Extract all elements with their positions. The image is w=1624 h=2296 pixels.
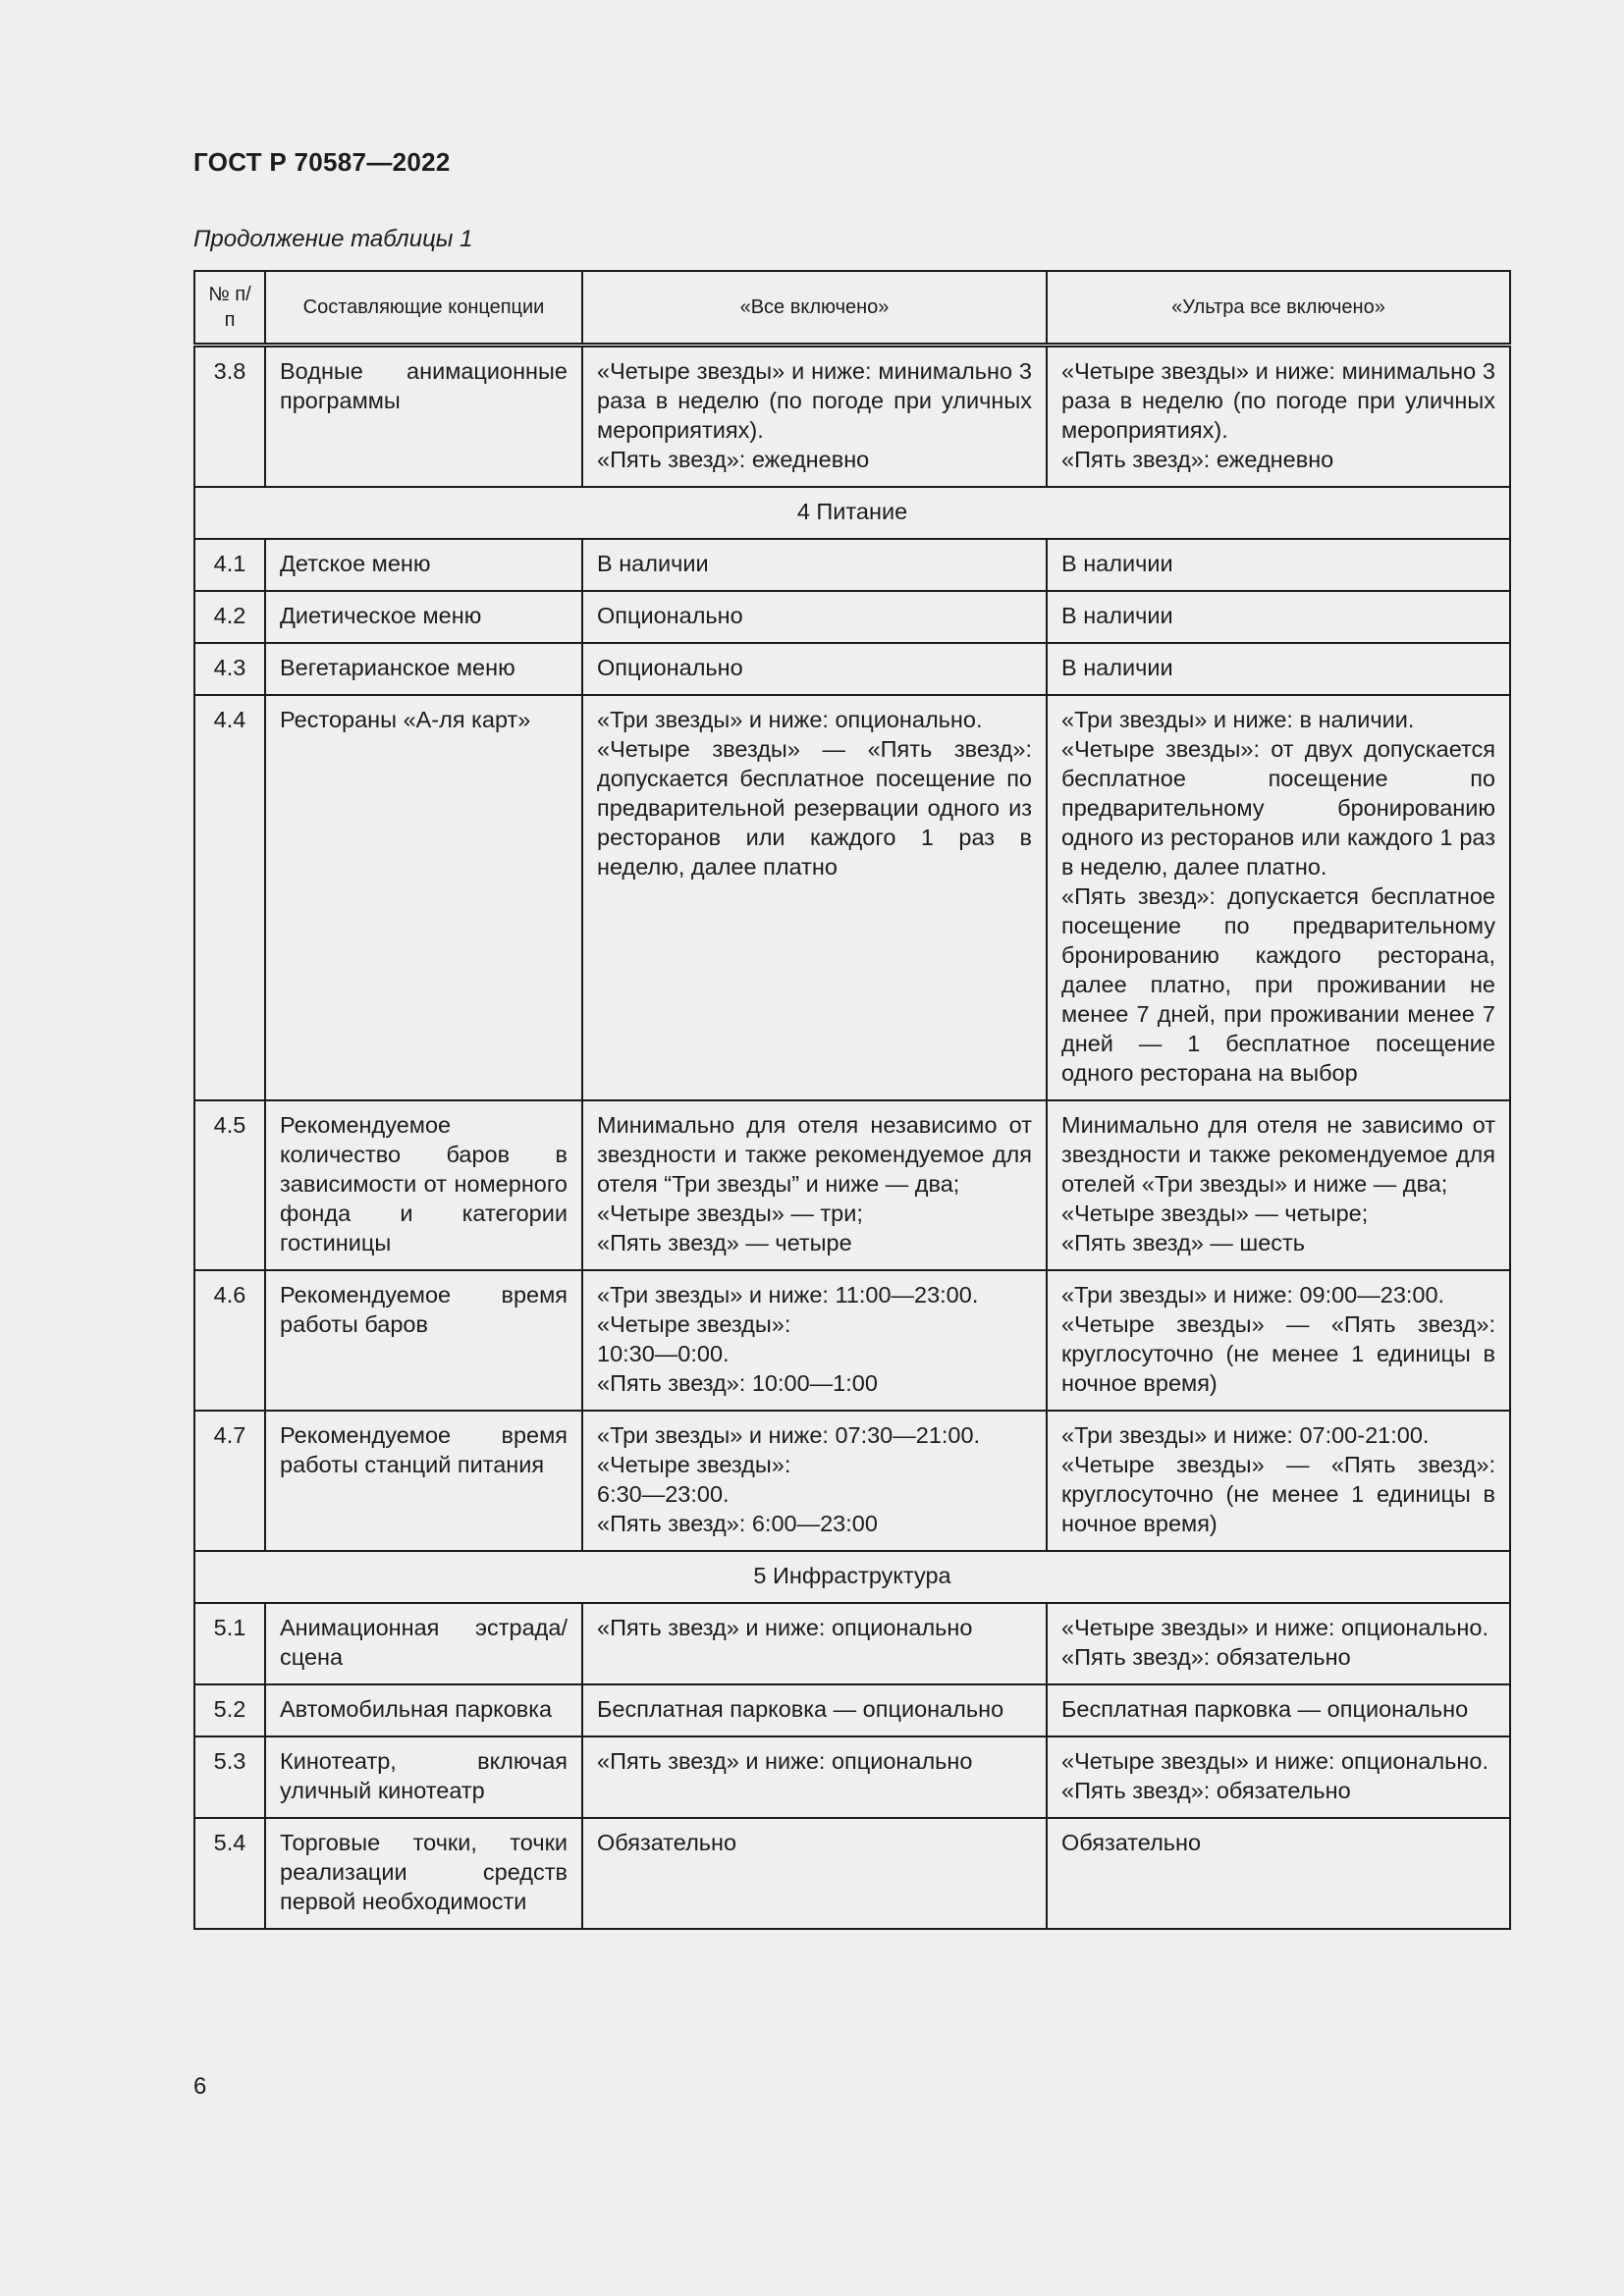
header-all-inclusive: «Все включено» xyxy=(582,271,1047,346)
cell-line: Опционально xyxy=(597,603,743,628)
table-row xyxy=(194,1100,1510,1270)
table-row xyxy=(194,643,1510,695)
cell-line: В наличии xyxy=(1061,603,1173,628)
cell-ultra-all-inclusive xyxy=(1047,1603,1510,1684)
table-row xyxy=(194,1736,1510,1818)
cell-line: «Четыре звезды»: xyxy=(597,1452,791,1477)
header-component: Составляющие концепции xyxy=(265,271,582,346)
row-number: 4.6 xyxy=(194,1270,265,1411)
cell-all-inclusive xyxy=(582,346,1047,488)
cell-line: «Три звезды» и ниже: опционально. xyxy=(597,707,983,732)
cell-line: «Пять звезд» — шесть xyxy=(1061,1230,1306,1255)
cell-all-inclusive xyxy=(582,643,1047,695)
cell-line: «Четыре звезды»: xyxy=(597,1311,791,1337)
section-row xyxy=(194,487,1510,539)
cell-line: В наличии xyxy=(1061,551,1173,576)
row-number: 5.3 xyxy=(194,1736,265,1818)
row-component: Рестораны «А-ля карт» xyxy=(265,695,582,1100)
row-component: Рекомендуемое время работы станций питания xyxy=(265,1411,582,1551)
section-heading: 4 Питание xyxy=(194,487,1510,539)
document-title: ГОСТ Р 70587—2022 xyxy=(193,147,451,177)
cell-line: «Четыре звезды» и ниже: опционально. xyxy=(1061,1615,1489,1640)
cell-all-inclusive xyxy=(582,591,1047,643)
cell-line: «Четыре звезды» — «Пять звезд»: допускается бесплатное посещение по предварительной резервации одного из ресторанов или каждого 1 раз в неделю, далее платно xyxy=(597,736,1032,880)
row-component: Рекомендуемое время работы баров xyxy=(265,1270,582,1411)
table-row xyxy=(194,346,1510,488)
row-number: 4.4 xyxy=(194,695,265,1100)
row-component: Анимационная эстрада/ сцена xyxy=(265,1603,582,1684)
section-heading: 5 Инфраструктура xyxy=(194,1551,1510,1603)
cell-line: «Четыре звезды» и ниже: минимально 3 раза в неделю (по погоде при уличных мероприятиях). xyxy=(597,358,1032,443)
table-continuation-caption: Продолжение таблицы 1 xyxy=(193,226,473,252)
cell-ultra-all-inclusive xyxy=(1047,591,1510,643)
cell-line: Опционально xyxy=(597,655,743,680)
cell-line: «Пять звезд»: обязательно xyxy=(1061,1778,1351,1803)
page-number: 6 xyxy=(193,2073,207,2100)
cell-line: 6:30—23:00. xyxy=(597,1481,730,1507)
table-row xyxy=(194,591,1510,643)
cell-all-inclusive xyxy=(582,695,1047,1100)
cell-all-inclusive xyxy=(582,1100,1047,1270)
cell-all-inclusive xyxy=(582,1818,1047,1929)
cell-line: 10:30—0:00. xyxy=(597,1341,730,1366)
row-number: 5.1 xyxy=(194,1603,265,1684)
cell-all-inclusive xyxy=(582,1270,1047,1411)
cell-line: Минимально для отеля не зависимо от звездности и также рекомендуемое для отелей «Три звезды» и ниже — два; xyxy=(1061,1112,1495,1197)
cell-all-inclusive xyxy=(582,1411,1047,1551)
cell-line: «Пять звезд»: обязательно xyxy=(1061,1644,1351,1670)
cell-ultra-all-inclusive xyxy=(1047,1411,1510,1551)
row-component: Рекомендуемое количество баров в зависимости от номерного фонда и категории гостиницы xyxy=(265,1100,582,1270)
table-row xyxy=(194,1603,1510,1684)
cell-ultra-all-inclusive xyxy=(1047,643,1510,695)
cell-ultra-all-inclusive xyxy=(1047,346,1510,488)
cell-all-inclusive xyxy=(582,1603,1047,1684)
cell-line: «Четыре звезды» — три; xyxy=(597,1201,863,1226)
cell-line: «Пять звезд»: ежедневно xyxy=(597,447,870,472)
table-row xyxy=(194,539,1510,591)
cell-line: «Пять звезд» и ниже: опционально xyxy=(597,1748,973,1774)
cell-line: «Пять звезд»: 6:00—23:00 xyxy=(597,1511,878,1536)
cell-ultra-all-inclusive xyxy=(1047,539,1510,591)
cell-line: «Четыре звезды» и ниже: минимально 3 раза в неделю (по погоде при уличных мероприятиях). xyxy=(1061,358,1495,443)
row-number: 4.1 xyxy=(194,539,265,591)
cell-line: «Пять звезд»: ежедневно xyxy=(1061,447,1334,472)
row-number: 5.4 xyxy=(194,1818,265,1929)
cell-line: «Пять звезд» — четыре xyxy=(597,1230,852,1255)
cell-line: «Пять звезд»: допускается бесплатное посещение по предварительному бронированию каждого ресторана, далее платно, при проживании не менее 7 дней, при проживании менее 7 дней — 1 бесплатное посещение одного ресторана на выбор xyxy=(1061,883,1495,1086)
cell-ultra-all-inclusive xyxy=(1047,1736,1510,1818)
table-row xyxy=(194,1270,1510,1411)
cell-line: Обязательно xyxy=(597,1830,737,1855)
row-component: Кинотеатр, включая уличный кинотеатр xyxy=(265,1736,582,1818)
cell-line: «Четыре звезды» — «Пять звезд»: круглосуточно (не менее 1 единицы в ночное время) xyxy=(1061,1452,1495,1536)
cell-line: Обязательно xyxy=(1061,1830,1202,1855)
table-header-row xyxy=(194,271,1510,346)
row-component: Вегетарианское меню xyxy=(265,643,582,695)
cell-ultra-all-inclusive xyxy=(1047,1270,1510,1411)
cell-line: Минимально для отеля независимо от звездности и также рекомендуемое для отеля “Три звезды” и ниже — два; xyxy=(597,1112,1032,1197)
cell-ultra-all-inclusive xyxy=(1047,1818,1510,1929)
cell-line: В наличии xyxy=(1061,655,1173,680)
cell-all-inclusive xyxy=(582,539,1047,591)
cell-line: «Три звезды» и ниже: 07:00-21:00. xyxy=(1061,1422,1430,1448)
cell-line: «Три звезды» и ниже: 07:30—21:00. xyxy=(597,1422,981,1448)
header-number: № п/п xyxy=(194,271,265,346)
concept-table xyxy=(193,270,1511,1930)
row-number: 3.8 xyxy=(194,346,265,488)
row-component: Водные анимационные программы xyxy=(265,346,582,488)
cell-line: Бесплатная парковка — опционально xyxy=(1061,1696,1469,1722)
cell-ultra-all-inclusive xyxy=(1047,695,1510,1100)
cell-line: «Пять звезд»: 10:00—1:00 xyxy=(597,1370,878,1396)
cell-line: В наличии xyxy=(597,551,709,576)
cell-line: «Четыре звезды» — четыре; xyxy=(1061,1201,1369,1226)
cell-all-inclusive xyxy=(582,1684,1047,1736)
row-number: 4.3 xyxy=(194,643,265,695)
cell-all-inclusive xyxy=(582,1736,1047,1818)
table-row xyxy=(194,1684,1510,1736)
table-row xyxy=(194,1411,1510,1551)
row-number: 4.2 xyxy=(194,591,265,643)
cell-ultra-all-inclusive xyxy=(1047,1684,1510,1736)
cell-line: «Четыре звезды»: от двух допускается бесплатное посещение по предварительному бронированию одного из ресторанов или каждого 1 раз в неделю, далее платно. xyxy=(1061,736,1495,880)
cell-line: «Три звезды» и ниже: в наличии. xyxy=(1061,707,1415,732)
section-row xyxy=(194,1551,1510,1603)
row-number: 5.2 xyxy=(194,1684,265,1736)
header-ultra-all-inclusive: «Ультра все включено» xyxy=(1047,271,1510,346)
cell-line: «Три звезды» и ниже: 11:00—23:00. xyxy=(597,1282,979,1308)
row-number: 4.5 xyxy=(194,1100,265,1270)
cell-line: «Три звезды» и ниже: 09:00—23:00. xyxy=(1061,1282,1445,1308)
cell-line: «Четыре звезды» — «Пять звезд»: круглосуточно (не менее 1 единицы в ночное время) xyxy=(1061,1311,1495,1396)
cell-line: «Четыре звезды» и ниже: опционально. xyxy=(1061,1748,1489,1774)
row-component: Автомобильная парковка xyxy=(265,1684,582,1736)
table-row xyxy=(194,1818,1510,1929)
cell-ultra-all-inclusive xyxy=(1047,1100,1510,1270)
table-row xyxy=(194,695,1510,1100)
row-component: Торговые точки, точки реализации средств первой необходимости xyxy=(265,1818,582,1929)
cell-line: «Пять звезд» и ниже: опционально xyxy=(597,1615,973,1640)
table-body xyxy=(194,346,1510,1930)
row-number: 4.7 xyxy=(194,1411,265,1551)
cell-line: Бесплатная парковка — опционально xyxy=(597,1696,1004,1722)
row-component: Диетическое меню xyxy=(265,591,582,643)
row-component: Детское меню xyxy=(265,539,582,591)
